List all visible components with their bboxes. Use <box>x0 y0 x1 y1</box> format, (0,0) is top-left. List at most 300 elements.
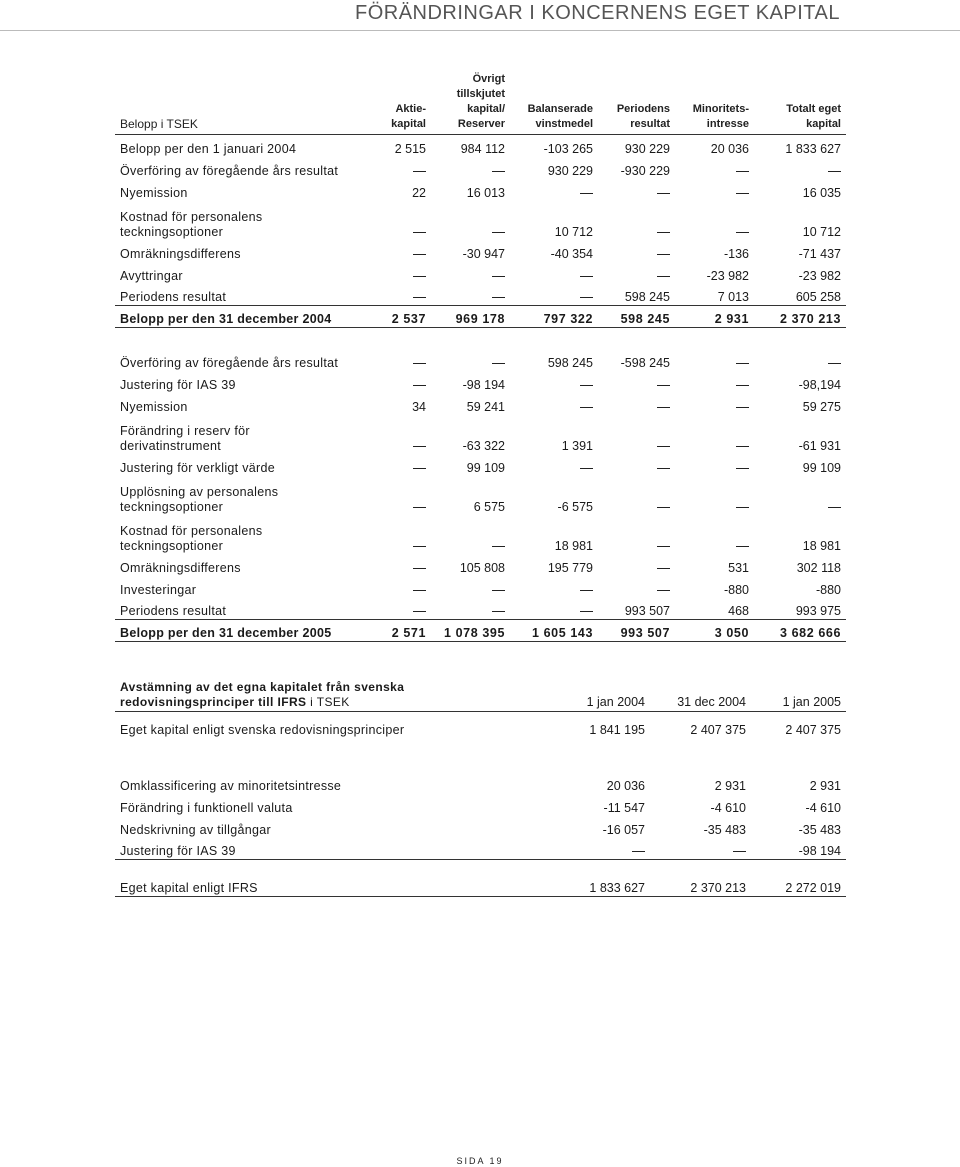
row-label-line: Upplösning av personalens <box>120 484 279 499</box>
value-cell: 59 275 <box>802 399 841 414</box>
column-header-line: Aktie- <box>395 103 426 115</box>
column-header-line: tillskjutet <box>456 88 505 100</box>
value-cell <box>431 349 510 371</box>
value-cell <box>371 157 431 179</box>
dash-mark <box>413 611 426 612</box>
reconciliation-title-suffix: i TSEK <box>306 695 350 709</box>
value-cell: -598 245 <box>620 355 670 370</box>
table-row <box>115 201 846 240</box>
dash-mark <box>413 254 426 255</box>
value-cell: 984 112 <box>460 141 505 156</box>
reconciliation-value: -35 483 <box>703 822 746 837</box>
row-label-line: Kostnad för personalens <box>120 209 263 224</box>
row-label-line: teckningsoptioner <box>120 538 224 553</box>
reconciliation-label: Justering för IAS 39 <box>115 838 555 860</box>
table-row <box>115 598 846 620</box>
reconciliation-value: -35 483 <box>798 822 841 837</box>
value-cell <box>371 515 431 554</box>
value-cell <box>371 554 431 576</box>
reconciliation-row <box>115 712 846 738</box>
value-cell: 302 118 <box>796 560 841 575</box>
value-cell <box>431 515 510 554</box>
value-cell: 2 571 <box>371 620 431 642</box>
reconciliation-value: 2 931 <box>714 778 746 793</box>
dash-mark <box>657 276 670 277</box>
value-cell: 99 109 <box>802 460 841 475</box>
value-cell: -103 265 <box>543 141 593 156</box>
value-cell <box>675 201 754 240</box>
reconciliation-value <box>555 838 650 860</box>
row-label <box>115 135 371 157</box>
dash-mark <box>413 446 426 447</box>
value-cell: 105 808 <box>459 560 505 575</box>
reconciliation-value: 2 407 375 <box>785 722 841 737</box>
column-header-line: Totalt eget <box>786 103 841 115</box>
value-cell <box>675 349 754 371</box>
value-cell: -930 229 <box>620 163 670 178</box>
value-cell <box>598 515 675 554</box>
dash-mark <box>736 232 749 233</box>
reconciliation-row <box>115 794 846 816</box>
reconciliation-value: -16 057 <box>602 822 645 837</box>
column-header <box>598 72 675 135</box>
value-cell <box>598 576 675 598</box>
value-cell <box>598 179 675 201</box>
dash-mark <box>492 276 505 277</box>
reconciliation-row <box>115 838 846 860</box>
row-label-line: Periodens resultat <box>120 604 227 618</box>
table-row <box>115 240 846 262</box>
table-row <box>115 515 846 554</box>
value-cell: -23 982 <box>706 268 749 283</box>
reconciliation-column-header: 31 dec 2004 <box>677 695 746 709</box>
reconciliation-title-ifrs: IFRS <box>277 695 307 709</box>
dash-mark <box>580 590 593 591</box>
value-cell: 59 241 <box>466 399 505 414</box>
value-cell: -40 354 <box>550 246 593 261</box>
row-label <box>115 371 371 393</box>
value-cell: 993 975 <box>795 604 841 618</box>
reconciliation-column-header: 1 jan 2004 <box>586 695 645 709</box>
value-cell: -30 947 <box>462 246 505 261</box>
dash-mark <box>413 232 426 233</box>
row-label-line: Belopp per den 31 december 2005 <box>120 626 332 640</box>
value-cell: -136 <box>723 246 749 261</box>
value-cell <box>754 476 846 515</box>
value-cell: 930 229 <box>547 163 593 178</box>
value-cell <box>675 179 754 201</box>
value-cell <box>431 576 510 598</box>
dash-mark <box>413 385 426 386</box>
reconciliation-label: Eget kapital enligt IFRS <box>120 881 258 895</box>
value-cell <box>371 262 431 284</box>
reconciliation-value: 20 036 <box>606 778 645 793</box>
value-cell: 1 833 627 <box>785 141 841 156</box>
value-cell: 3 682 666 <box>754 620 846 642</box>
row-label <box>115 415 371 454</box>
column-header-line: Övrigt <box>472 73 505 85</box>
value-cell: 6 575 <box>473 499 505 514</box>
dash-mark <box>657 193 670 194</box>
dash-mark <box>736 407 749 408</box>
row-label <box>115 454 371 476</box>
value-cell <box>371 576 431 598</box>
row-label-line: Förändring i reserv för <box>120 423 250 438</box>
value-cell: -880 <box>815 582 841 597</box>
value-cell <box>510 284 598 306</box>
row-label-line: Avyttringar <box>120 268 183 283</box>
value-cell: 468 <box>728 604 749 618</box>
dash-mark <box>736 193 749 194</box>
value-cell: -23 982 <box>798 268 841 283</box>
dash-mark <box>657 590 670 591</box>
value-cell: 1 078 395 <box>431 620 510 642</box>
dash-mark <box>736 507 749 508</box>
value-cell <box>510 598 598 620</box>
reconciliation-value: -4 610 <box>805 800 841 815</box>
value-cell: 598 245 <box>547 355 593 370</box>
spacer-cell <box>115 738 846 772</box>
reconciliation-table <box>115 680 846 897</box>
dash-mark <box>413 590 426 591</box>
dash-mark <box>580 297 593 298</box>
value-cell <box>598 393 675 415</box>
value-cell <box>431 201 510 240</box>
value-cell <box>431 284 510 306</box>
value-cell: 2 370 213 <box>754 306 846 328</box>
value-cell <box>510 371 598 393</box>
value-cell: 16 013 <box>466 185 505 200</box>
row-label-line: Justering för verkligt värde <box>120 460 275 475</box>
value-cell <box>371 371 431 393</box>
value-cell <box>675 393 754 415</box>
row-label <box>115 349 371 371</box>
column-header <box>371 72 431 135</box>
dash-mark <box>580 193 593 194</box>
row-label <box>115 240 371 262</box>
column-header-line: Balanserade <box>527 103 593 115</box>
row-label-line: teckningsoptioner <box>120 224 224 239</box>
value-cell: 18 981 <box>554 538 593 553</box>
table-row <box>115 157 846 179</box>
dash-mark <box>657 407 670 408</box>
dash-mark <box>413 171 426 172</box>
spacer-cell <box>115 328 846 349</box>
value-cell <box>675 476 754 515</box>
reconciliation-label: Nedskrivning av tillgångar <box>120 822 271 837</box>
row-label-line: Kostnad för personalens <box>120 523 263 538</box>
dash-mark <box>580 385 593 386</box>
reconciliation-value: 1 833 627 <box>589 881 645 895</box>
value-cell <box>510 262 598 284</box>
reconciliation-value <box>650 838 751 860</box>
value-cell <box>510 454 598 476</box>
dash-mark <box>657 254 670 255</box>
dash-mark <box>657 232 670 233</box>
value-cell <box>754 349 846 371</box>
spacer-row <box>115 738 846 772</box>
column-header-line: kapital <box>391 118 426 130</box>
table-row <box>115 371 846 393</box>
page-title: FÖRÄNDRINGAR I KONCERNENS EGET KAPITAL <box>354 2 840 24</box>
column-header-line: kapital <box>806 118 841 130</box>
total-row <box>115 620 846 642</box>
value-cell: 18 981 <box>802 538 841 553</box>
value-cell <box>371 284 431 306</box>
table-row <box>115 554 846 576</box>
table-header-row <box>115 72 846 135</box>
dash-mark <box>736 468 749 469</box>
row-label-line: derivatinstrument <box>120 438 221 453</box>
value-cell: 34 <box>412 399 426 414</box>
table-row <box>115 393 846 415</box>
value-cell <box>598 415 675 454</box>
value-cell <box>598 262 675 284</box>
value-cell: 22 <box>412 185 426 200</box>
value-cell <box>371 240 431 262</box>
dash-mark <box>828 363 841 364</box>
reconciliation-value: 2 370 213 <box>690 881 746 895</box>
column-header <box>754 72 846 135</box>
value-cell: 195 779 <box>547 560 593 575</box>
value-cell <box>371 598 431 620</box>
row-label-line: Nyemission <box>120 185 188 200</box>
value-cell <box>510 393 598 415</box>
row-label <box>115 554 371 576</box>
dash-mark <box>492 611 505 612</box>
value-cell <box>598 371 675 393</box>
value-cell: -63 322 <box>462 438 505 453</box>
dash-mark <box>413 568 426 569</box>
reconciliation-value: 2 931 <box>809 778 841 793</box>
reconciliation-value: -4 610 <box>710 800 746 815</box>
row-label <box>115 620 371 642</box>
table-row <box>115 284 846 306</box>
table-row <box>115 454 846 476</box>
column-header <box>675 72 754 135</box>
dash-mark <box>657 385 670 386</box>
reconciliation-header-row <box>115 680 846 712</box>
value-cell: 10 712 <box>802 224 841 239</box>
spacer-row <box>115 328 846 349</box>
dash-mark <box>736 171 749 172</box>
dash-mark <box>492 232 505 233</box>
value-cell <box>598 201 675 240</box>
reconciliation-title <box>115 680 555 712</box>
reconciliation-title-line2 <box>120 695 550 710</box>
column-header <box>431 72 510 135</box>
reconciliation-label: Eget kapital enligt svenska redovisningsprinciper <box>120 722 405 737</box>
value-cell <box>431 262 510 284</box>
spacer-row <box>115 860 846 873</box>
row-label-line: Belopp per den 31 december 2004 <box>120 312 332 326</box>
dash-mark <box>492 297 505 298</box>
column-header-line: Belopp i TSEK <box>120 117 198 131</box>
value-cell <box>371 415 431 454</box>
dash-mark <box>828 171 841 172</box>
table-row <box>115 349 846 371</box>
dash-mark <box>492 546 505 547</box>
dash-mark <box>657 446 670 447</box>
row-label <box>115 306 371 328</box>
reconciliation-row <box>115 772 846 794</box>
row-label-line: Överföring av föregående års resultat <box>120 163 339 178</box>
row-label-line: Omräkningsdifferens <box>120 560 241 575</box>
column-header-line: kapital/ <box>467 103 505 115</box>
table-row <box>115 179 846 201</box>
reconciliation-value: 1 841 195 <box>589 722 645 737</box>
dash-mark <box>736 446 749 447</box>
value-cell <box>675 515 754 554</box>
dash-mark <box>413 546 426 547</box>
value-cell <box>598 476 675 515</box>
reconciliation-label: Förändring i funktionell valuta <box>120 800 293 815</box>
value-cell: 7 013 <box>717 290 749 304</box>
dash-mark <box>657 568 670 569</box>
row-label-line: Periodens resultat <box>120 290 227 304</box>
reconciliation-title-prefix: redovisningsprinciper till <box>120 695 278 709</box>
column-header-line: Periodens <box>616 103 670 115</box>
title-rule <box>0 30 960 31</box>
reconciliation-value: -11 547 <box>603 800 645 815</box>
table-row <box>115 415 846 454</box>
row-label <box>115 201 371 240</box>
dash-mark <box>413 276 426 277</box>
value-cell <box>754 157 846 179</box>
dash-mark <box>413 363 426 364</box>
row-label-line: Justering för IAS 39 <box>120 377 236 392</box>
value-cell <box>675 157 754 179</box>
total-row <box>115 306 846 328</box>
value-cell <box>675 454 754 476</box>
table-row <box>115 576 846 598</box>
value-cell: 1 605 143 <box>510 620 598 642</box>
row-label <box>115 393 371 415</box>
dash-mark <box>413 468 426 469</box>
value-cell: 2 515 <box>394 141 426 156</box>
column-header <box>115 72 371 135</box>
dash-mark <box>580 407 593 408</box>
dash-mark <box>492 171 505 172</box>
value-cell: -880 <box>723 582 749 597</box>
row-label <box>115 476 371 515</box>
row-label-line: Omräkningsdifferens <box>120 246 241 261</box>
value-cell: 1 391 <box>561 438 593 453</box>
value-cell: 10 712 <box>554 224 593 239</box>
value-cell: 2 931 <box>675 306 754 328</box>
row-label-line: Nyemission <box>120 399 188 414</box>
reconciliation-value: 2 407 375 <box>690 722 746 737</box>
column-header-line: Reserver <box>457 118 505 130</box>
value-cell: 598 245 <box>624 290 670 304</box>
table-row <box>115 476 846 515</box>
value-cell: -6 575 <box>557 499 593 514</box>
value-cell: -98,194 <box>798 377 841 392</box>
table-row <box>115 135 846 157</box>
reconciliation-row <box>115 873 846 897</box>
value-cell <box>675 415 754 454</box>
value-cell <box>371 201 431 240</box>
value-cell <box>431 157 510 179</box>
value-cell: 930 229 <box>624 141 670 156</box>
dash-mark <box>413 507 426 508</box>
value-cell: 598 245 <box>598 306 675 328</box>
reconciliation-row <box>115 816 846 838</box>
column-header-line: Minoritets- <box>692 103 749 115</box>
dash-mark <box>580 276 593 277</box>
row-label <box>115 284 371 306</box>
dash-mark <box>733 851 746 852</box>
dash-mark <box>736 363 749 364</box>
column-header-line: vinstmedel <box>535 118 593 130</box>
value-cell: 3 050 <box>675 620 754 642</box>
value-cell: 20 036 <box>710 141 749 156</box>
row-label <box>115 157 371 179</box>
value-cell <box>598 554 675 576</box>
table-row <box>115 262 846 284</box>
value-cell <box>371 454 431 476</box>
value-cell <box>510 576 598 598</box>
dash-mark <box>413 297 426 298</box>
column-header <box>510 72 598 135</box>
row-label-line: Överföring av föregående års resultat <box>120 355 339 370</box>
dash-mark <box>580 611 593 612</box>
value-cell: 531 <box>728 560 749 575</box>
row-label <box>115 179 371 201</box>
value-cell: -61 931 <box>798 438 841 453</box>
value-cell <box>598 454 675 476</box>
dash-mark <box>632 851 645 852</box>
value-cell: 605 258 <box>795 290 841 304</box>
dash-mark <box>736 546 749 547</box>
dash-mark <box>580 468 593 469</box>
row-label-line: Investeringar <box>120 582 197 597</box>
value-cell <box>371 476 431 515</box>
row-label <box>115 262 371 284</box>
column-header-line: intresse <box>706 118 749 130</box>
reconciliation-title-line1: Avstämning av det egna kapitalet från svenska <box>120 680 405 694</box>
value-cell: 16 035 <box>802 185 841 200</box>
reconciliation-value: -98 194 <box>751 838 846 860</box>
row-label-line: teckningsoptioner <box>120 499 224 514</box>
column-header-line: resultat <box>630 118 670 130</box>
reconciliation-label: Omklassificering av minoritetsintresse <box>120 778 342 793</box>
page-number: SIDA 19 <box>456 1156 504 1166</box>
value-cell: 969 178 <box>431 306 510 328</box>
value-cell <box>675 371 754 393</box>
dash-mark <box>657 468 670 469</box>
row-label-line: Belopp per den 1 januari 2004 <box>120 141 297 156</box>
value-cell: 993 507 <box>624 604 670 618</box>
dash-mark <box>657 507 670 508</box>
dash-mark <box>828 507 841 508</box>
value-cell: 993 507 <box>598 620 675 642</box>
value-cell <box>598 240 675 262</box>
dash-mark <box>492 363 505 364</box>
value-cell: -98 194 <box>462 377 505 392</box>
dash-mark <box>492 590 505 591</box>
reconciliation-value: 2 272 019 <box>785 881 841 895</box>
row-label <box>115 515 371 554</box>
equity-changes-table <box>115 72 846 642</box>
value-cell: 2 537 <box>371 306 431 328</box>
value-cell: 797 322 <box>510 306 598 328</box>
value-cell <box>510 179 598 201</box>
row-label <box>115 576 371 598</box>
reconciliation-column-header: 1 jan 2005 <box>782 695 841 709</box>
value-cell <box>431 598 510 620</box>
value-cell: -71 437 <box>798 246 841 261</box>
